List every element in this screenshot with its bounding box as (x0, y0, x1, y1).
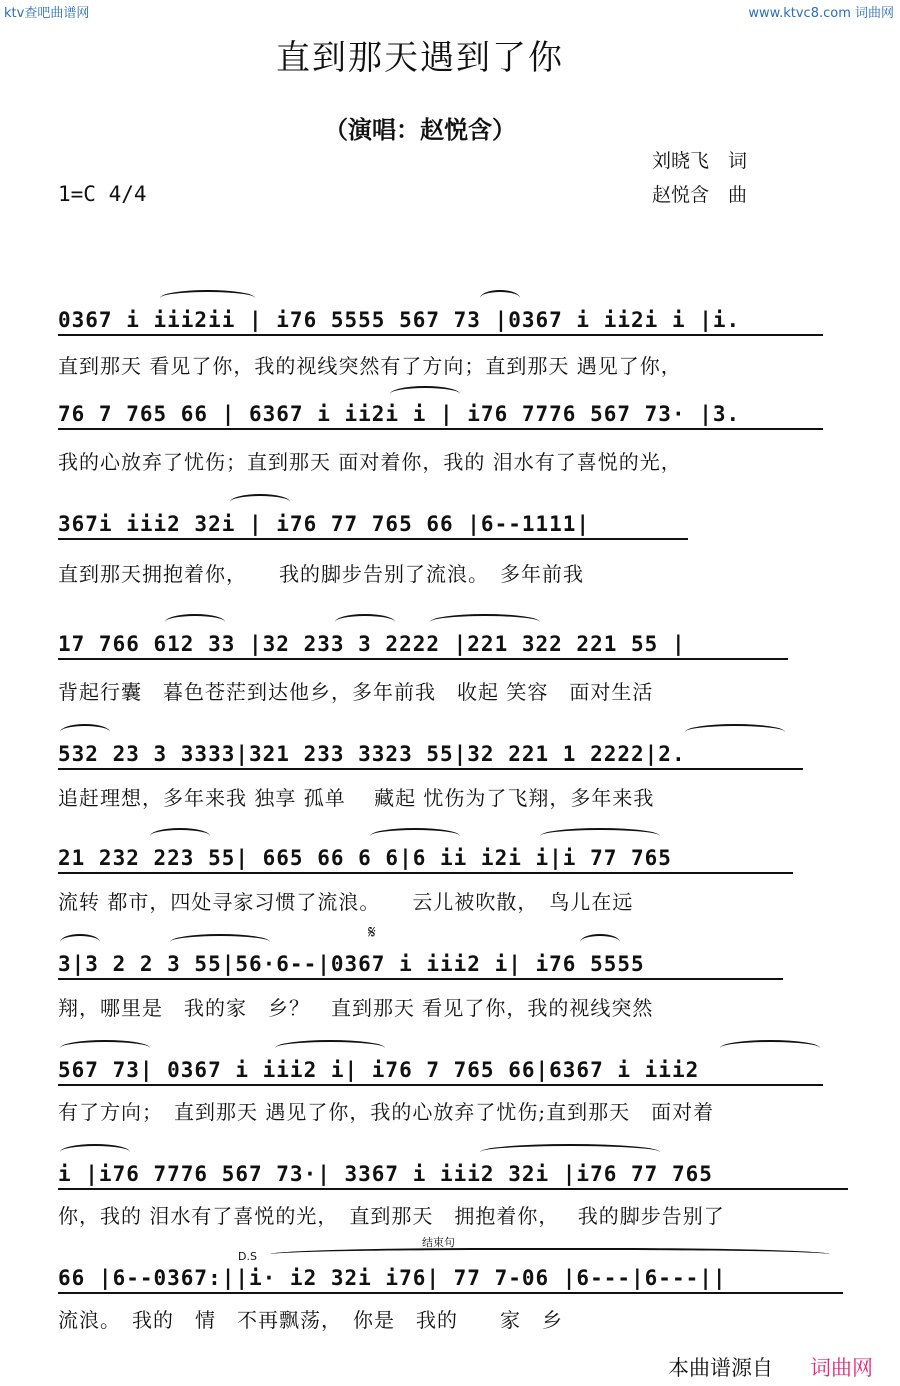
lyricist-credit: 刘晓飞 词 (652, 150, 748, 172)
lyrics-row-9: 你，我的 泪水有了喜悦的光， 直到那天 拥抱着你， 我的脚步告别了 (58, 1204, 725, 1228)
lyrics-row-3: 直到那天拥抱着你， 我的脚步告别了流浪。 多年前我 (58, 562, 584, 586)
beam-line (58, 872, 793, 874)
tie-slur (60, 1144, 130, 1160)
lyrics-row-1: 直到那天 看见了你，我的视线突然有了方向；直到那天 遇见了你， (58, 354, 682, 378)
tie-slur (60, 724, 110, 740)
tie-slur (540, 828, 660, 844)
notation-row-10: 66 |6--0367:||i· i2 32i i76| 77 7-06 |6---|6---|| (58, 1266, 727, 1290)
notation-row-2: 76 7 765 66 | 6367 i ii2i i | i76 7776 567 73· |3. (58, 402, 741, 426)
lyrics-row-10: 流浪。 我的 情 不再飘荡， 你是 我的 家 乡 (58, 1308, 563, 1332)
tie-slur (150, 828, 210, 844)
lyrics-row-6: 流转 都市，四处寻家习惯了流浪。 云儿被吹散， 鸟儿在远 (58, 890, 634, 914)
tie-slur (160, 290, 255, 306)
footer-source-text: 本曲谱源自 (668, 1356, 773, 1380)
beam-line (58, 1292, 843, 1294)
beam-line (58, 334, 823, 336)
tie-slur (230, 494, 290, 510)
tie-slur (270, 1248, 830, 1264)
beam-line (58, 1188, 848, 1190)
tie-slur (685, 724, 785, 740)
beam-line (58, 978, 783, 980)
key-signature: 1=C 4/4 (58, 182, 147, 206)
notation-row-8: 567 73| 0367 i iii2 i| i76 7 765 66|6367 i iii2 (58, 1058, 700, 1082)
lyrics-row-8: 有了方向； 直到那天 遇见了你，我的心放弃了忧伤;直到那天 面对着 (58, 1100, 715, 1124)
beam-line (58, 428, 823, 430)
tie-slur (720, 1040, 820, 1056)
tie-slur (275, 1040, 385, 1056)
watermark-right: www.ktvc8.com 词曲网 (748, 6, 894, 21)
tie-slur (480, 1144, 660, 1160)
tie-slur (480, 290, 520, 306)
tie-slur (335, 614, 395, 630)
footer-brand-logo[interactable]: 词曲网 (810, 1356, 873, 1380)
tie-slur (390, 386, 460, 402)
tie-slur (430, 614, 540, 630)
tie-slur (370, 828, 460, 844)
watermark-left: ktv查吧曲谱网 (4, 6, 90, 21)
lyrics-row-2: 我的心放弃了忧伤；直到那天 面对着你，我的 泪水有了喜悦的光， (58, 450, 682, 474)
tie-slur (170, 934, 270, 950)
tie-slur (165, 614, 225, 630)
notation-row-5: 532 23 3 3333|321 233 3323 55|32 221 1 2222|2. (58, 742, 686, 766)
lyrics-row-7: 翔，哪里是 我的家 乡？ 直到那天 看见了你，我的视线突然 (58, 996, 654, 1020)
beam-line (58, 658, 788, 660)
notation-row-9: i |i76 7776 567 73·| 3367 i iii2 32i |i76 77 765 (58, 1162, 713, 1186)
beam-line (58, 538, 688, 540)
notation-row-4: 17 766 612 33 |32 233 3 2222 |221 322 221 55 | (58, 632, 686, 656)
ds-mark: D.S (238, 1250, 257, 1263)
song-title: 直到那天遇到了你 (276, 38, 564, 78)
segno-sign: 𝄋 (368, 922, 376, 943)
tie-slur (580, 934, 620, 950)
notation-row-7: 3|3 2 2 3 55|56·6--|0367 i iii2 i| i76 5555 (58, 952, 645, 976)
beam-line (58, 768, 803, 770)
notation-row-1: 0367 i iii2ii | i76 5555 567 73 |0367 i ii2i i |i. (58, 308, 741, 332)
notation-row-3: 367i iii2 32i | i76 77 765 66 |6--1111| (58, 512, 591, 536)
composer-credit: 赵悦含 曲 (652, 184, 748, 206)
notation-row-6: 21 232 223 55| 665 66 6 6|6 ii i2i i|i 77 765 (58, 846, 672, 870)
ending-mark: 结束句 (422, 1236, 455, 1249)
beam-line (58, 1084, 823, 1086)
lyrics-row-5: 追赶理想，多年来我 独享 孤单 藏起 忧伤为了飞翔，多年来我 (58, 786, 655, 810)
tie-slur (60, 934, 100, 950)
tie-slur (60, 1040, 150, 1056)
lyrics-row-4: 背起行囊 暮色苍茫到达他乡，多年前我 收起 笑容 面对生活 (58, 680, 654, 704)
song-singer: （演唱：赵悦含） (324, 116, 516, 144)
